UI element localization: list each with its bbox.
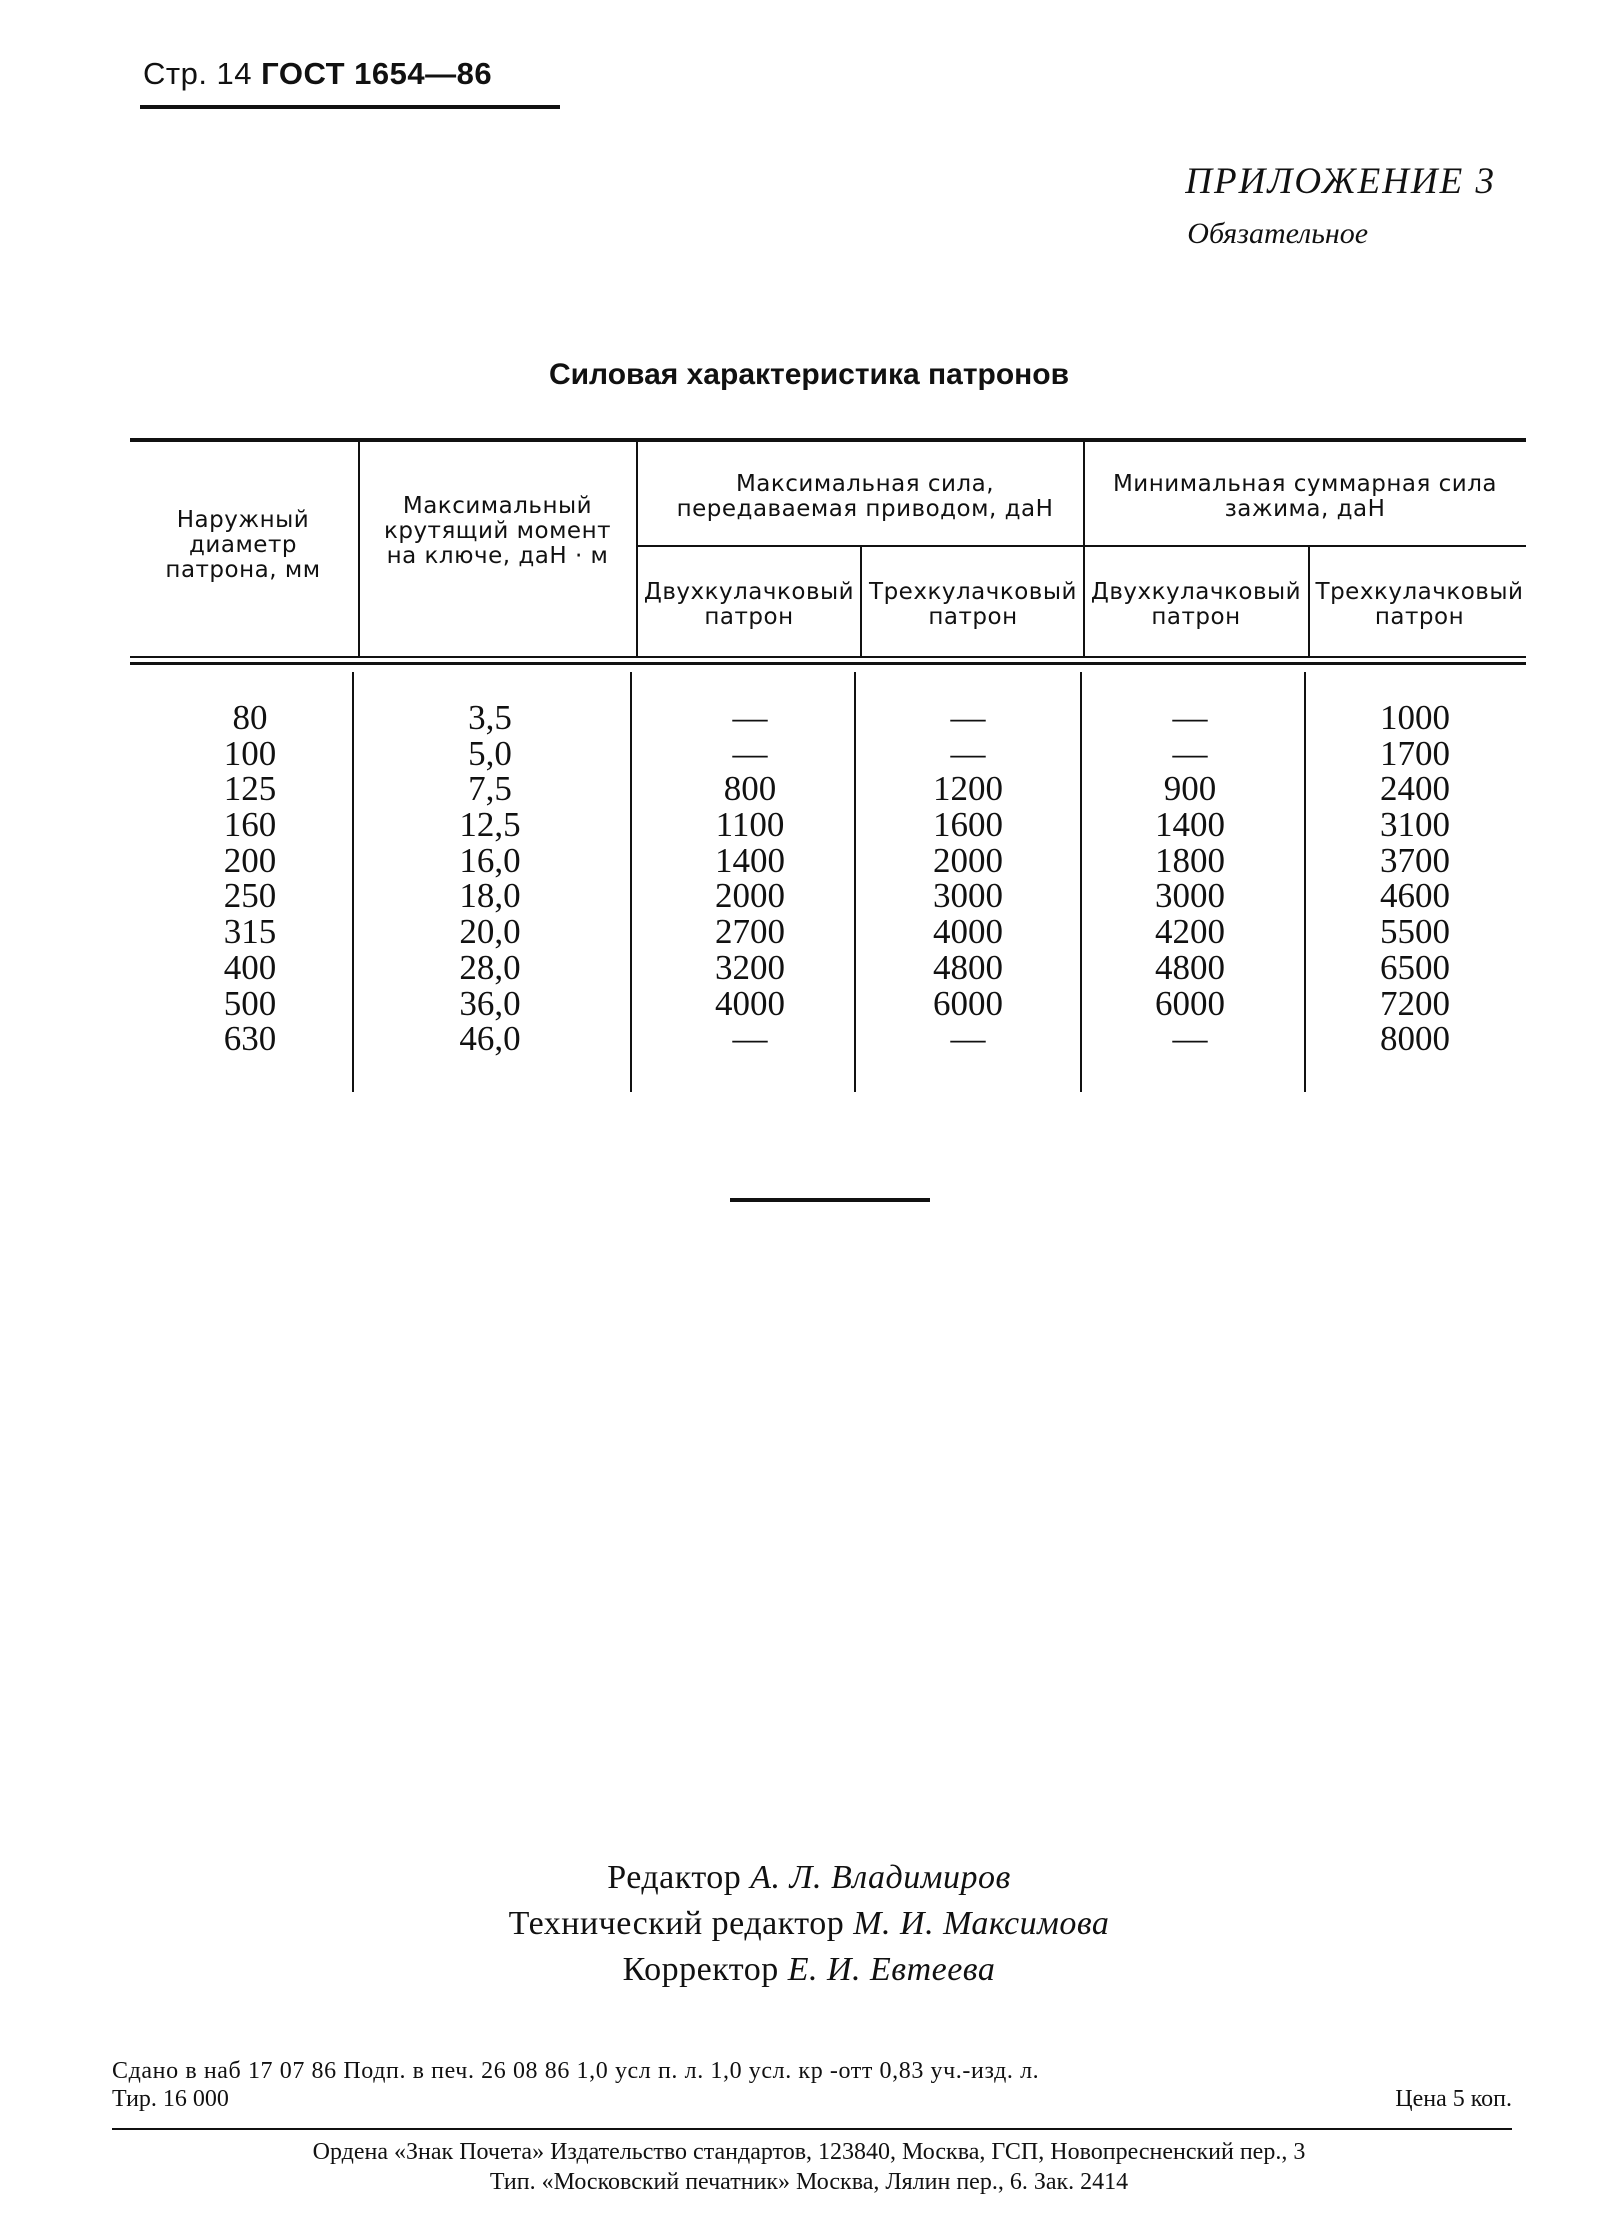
table-cell: 3,5 [468, 698, 512, 737]
table-cell: 8000 [1380, 1019, 1450, 1059]
table-cell: — [950, 1019, 986, 1059]
table-cell: 4000 [715, 983, 785, 1023]
appendix-block [1185, 160, 1496, 251]
publisher-line: Ордена «Знак Почета» Издательство стандартов, 123840, Москва, ГСП, Новопресненский пер., 3 [312, 2139, 1306, 2165]
table-cell: 16,0 [459, 840, 521, 880]
printer-line: Тип. «Московский печатник» Москва, Лялин пер., 6. Зак. 2414 [489, 2169, 1129, 2195]
column-min-three-jaw [1355, 700, 1475, 1057]
table-cell: 3700 [1380, 840, 1450, 880]
corrector-role: Корректор [622, 1951, 779, 1988]
table-cell: 1000 [1380, 698, 1450, 737]
table-cell: 36,0 [459, 983, 521, 1023]
table-cell: — [732, 698, 768, 737]
table-cell: — [950, 733, 986, 773]
table-cell: 4200 [1155, 912, 1225, 952]
table-cell: 4600 [1380, 876, 1450, 916]
table-cell: 500 [223, 983, 277, 1023]
table-cell: 18,0 [459, 876, 521, 916]
table-cell: 3100 [1380, 805, 1450, 845]
imprint-dates: Сдано в наб 17 07 86 Подп. в печ. 26 08 86 1,0 усл п. л. 1,0 усл. кр -отт 0,83 уч.-изд. л. [112, 2058, 1040, 2084]
table-cell: 5,0 [468, 733, 512, 773]
table-cell: 2700 [715, 912, 785, 952]
table-cell: 46,0 [459, 1019, 521, 1059]
header-divider-5 [1308, 546, 1310, 656]
page-header [143, 56, 492, 92]
column-diameter [190, 700, 310, 1057]
table-cell: — [1172, 733, 1208, 773]
table-cell: 315 [223, 912, 277, 952]
appendix-title: ПРИЛОЖЕНИЕ 3 [1185, 161, 1496, 202]
table-cell: 4800 [1155, 947, 1225, 987]
table-cell: 20,0 [459, 912, 521, 952]
column-torque [430, 700, 550, 1057]
table-cell: 1700 [1380, 733, 1450, 773]
corrector-name: Е. И. Евтеева [787, 1951, 996, 1988]
body-divider-4 [1080, 672, 1082, 1092]
table-cell: 28,0 [459, 947, 521, 987]
table-cell: 800 [723, 769, 777, 809]
table-cell: 400 [223, 947, 277, 987]
header-min-force-group: Минимальная суммарная сила зажима, даН [1112, 471, 1498, 522]
table-cell: 1400 [1155, 805, 1225, 845]
header-max-force-group: Максимальная сила, передаваемая приводом, даН [676, 471, 1054, 522]
editor-role: Редактор [607, 1859, 742, 1896]
tech-editor-line [0, 1901, 1618, 1947]
table-cell: 1100 [715, 805, 785, 845]
tech-editor-name: М. И. Максимова [853, 1905, 1110, 1942]
header-rule [140, 105, 560, 109]
group-header-rule [636, 545, 1526, 547]
table-cell: 1800 [1155, 840, 1225, 880]
table-cell: — [1172, 1019, 1208, 1059]
table-cell: 3200 [715, 947, 785, 987]
header-bottom-rule-2 [130, 662, 1526, 665]
tech-editor-role: Технический редактор [508, 1905, 845, 1942]
editor-line [0, 1855, 1618, 1901]
imprint-row [112, 2085, 1512, 2113]
table-cell: 2400 [1380, 769, 1450, 809]
header-min-two-jaw: Двухкулачковый патрон [1090, 579, 1302, 630]
table-cell: — [732, 1019, 768, 1059]
header-divider-4 [1083, 442, 1085, 656]
header-divider-2 [636, 442, 638, 656]
table-cell: 1600 [933, 805, 1003, 845]
table-cell: — [1172, 698, 1208, 737]
table-cell: 7,5 [468, 769, 512, 809]
table-top-rule [130, 438, 1526, 442]
header-divider-1 [358, 442, 360, 656]
header-max-two-jaw: Двухкулачковый патрон [643, 579, 855, 630]
header-torque: Максимальный крутящий момент на ключе, даН · м [383, 493, 612, 569]
table-cell: 900 [1163, 769, 1217, 809]
table-cell: — [950, 698, 986, 737]
appendix-status: Обязательное [1187, 217, 1369, 250]
table-cell: 7200 [1380, 983, 1450, 1023]
corrector-line [0, 1947, 1618, 1993]
table-cell: 250 [223, 876, 277, 916]
editors-block [0, 1855, 1618, 1993]
imprint-circulation: Тир. 16 000 [112, 2086, 229, 2112]
table-cell: 100 [223, 733, 277, 773]
header-min-three-jaw: Трехкулачковый патрон [1315, 579, 1524, 630]
table-cell: 5500 [1380, 912, 1450, 952]
imprint-price: Цена 5 коп. [1395, 2086, 1512, 2112]
table-cell: 80 [232, 698, 268, 737]
column-max-two-jaw [690, 700, 810, 1057]
table-cell: 1400 [715, 840, 785, 880]
table-cell: 3000 [1155, 876, 1225, 916]
body-divider-3 [854, 672, 856, 1092]
body-divider-2 [630, 672, 632, 1092]
header-bottom-rule [130, 656, 1526, 658]
table-cell: 3000 [933, 876, 1003, 916]
table-cell: 4800 [933, 947, 1003, 987]
standard-number: ГОСТ 1654—86 [261, 56, 493, 91]
table-title: Силовая характеристика патронов [548, 358, 1070, 391]
table-cell: 160 [223, 805, 277, 845]
body-divider-5 [1304, 672, 1306, 1092]
table-cell: 12,5 [459, 805, 521, 845]
table-cell: 6500 [1380, 947, 1450, 987]
table-cell: 6000 [933, 983, 1003, 1023]
publisher-block [0, 2137, 1618, 2197]
section-separator [730, 1198, 930, 1202]
body-divider-1 [352, 672, 354, 1092]
header-divider-3 [860, 546, 862, 656]
table-cell: 2000 [933, 840, 1003, 880]
table-cell: 200 [223, 840, 277, 880]
editor-name: А. Л. Владимиров [750, 1859, 1011, 1896]
column-min-two-jaw [1130, 700, 1250, 1057]
table-cell: 4000 [933, 912, 1003, 952]
header-diameter: Наружный диаметр патрона, мм [165, 507, 321, 583]
imprint-rule [112, 2128, 1512, 2130]
column-max-three-jaw [908, 700, 1028, 1057]
imprint-block [112, 2057, 1512, 2113]
table-cell: 125 [223, 769, 277, 809]
page-number: Стр. 14 [143, 56, 253, 91]
table-cell: 1200 [933, 769, 1003, 809]
table-cell: 2000 [715, 876, 785, 916]
table-cell: 6000 [1155, 983, 1225, 1023]
table-cell: 630 [223, 1019, 277, 1059]
table-cell: — [732, 733, 768, 773]
header-max-three-jaw: Трехкулачковый патрон [869, 579, 1077, 630]
